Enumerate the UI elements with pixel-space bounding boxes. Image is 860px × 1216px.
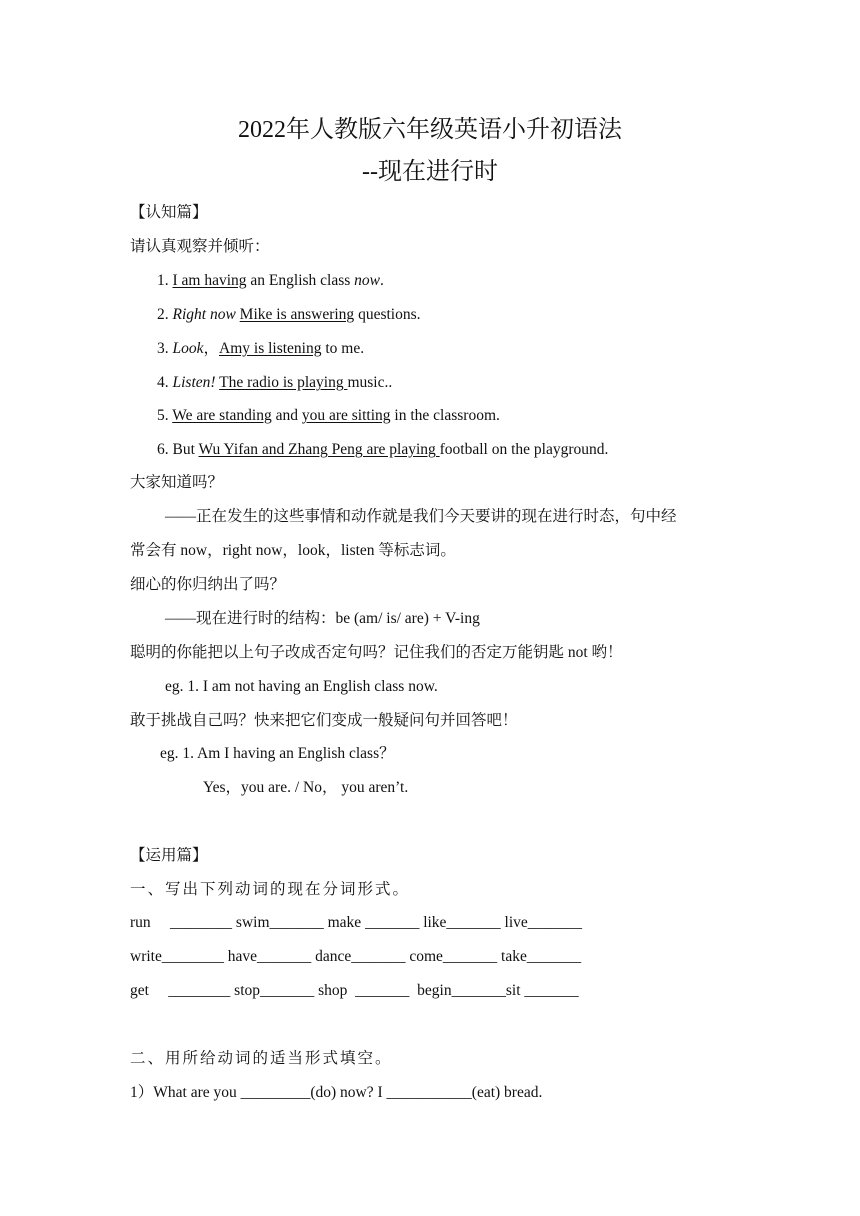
structure-text: ——现在进行时的结构：be (am/ is/ are) + V-ing (165, 610, 480, 627)
underlined-phrase: Mike is answering (239, 306, 355, 323)
signal-word: Look (172, 340, 204, 357)
question-text: 细心的你归纳出了吗？ (130, 576, 286, 593)
signal-word: Right now (172, 306, 236, 323)
underlined-phrase: We are standing (172, 407, 272, 424)
example-sentence-5: 5. We are standing and you are sitting in the classroom. (157, 407, 500, 424)
underlined-phrase: you are sitting (301, 407, 391, 424)
example-sentence-1: 1. I am having an English class now. (157, 272, 384, 289)
underlined-phrase: The radio is playing (219, 374, 348, 391)
underlined-phrase: Wu Yifan and Zhang Peng are playing (198, 441, 440, 458)
signal-word: Listen! (172, 374, 216, 391)
intro-text: 请认真观察并倾听： (130, 238, 270, 255)
signal-word: now (354, 272, 381, 289)
answer-text: ——正在发生的这些事情和动作就是我们今天要讲的现在进行时态，句中经 (165, 508, 677, 525)
exercise-row: write________ have_______ dance_______ come_______ take_______ (130, 948, 582, 965)
example-answer: Yes，you are. / No， you aren’t. (203, 779, 409, 796)
exercise-row: get ________ stop_______ shop _______ begin_______sit _______ (130, 982, 579, 999)
answer-text-continued: 常会有 now，right now，look，listen 等标志词。 (130, 542, 456, 559)
document-title: 2022年人教版六年级英语小升初语法 (238, 117, 622, 143)
example-sentence-4: 4. Listen! The radio is playing music.. (157, 374, 393, 391)
exercise-row: run ________ swim_______ make _______ like_______ live_______ (130, 914, 583, 931)
question-text: 大家知道吗？ (130, 474, 224, 491)
example-sentence-6: 6. But Wu Yifan and Zhang Peng are playing football on the playground. (157, 441, 609, 458)
question-text: 聪明的你能把以上句子改成否定句吗？记住我们的否定万能钥匙 not 哟！ (130, 644, 623, 661)
question-text: 敢于挑战自己吗？快来把它们变成一般疑问句并回答吧！ (130, 712, 518, 729)
section-heading-cognition: 【认知篇】 (130, 204, 208, 221)
exercise-title: 二、用所给动词的适当形式填空。 (130, 1050, 393, 1067)
document-subtitle: --现在进行时 (362, 159, 498, 185)
example-negative: eg. 1. I am not having an English class now. (165, 678, 438, 695)
exercise-question: 1）What are you _________(do) now? I ___________(eat) bread. (130, 1084, 543, 1101)
example-sentence-3: 3. Look，Amy is listening to me. (157, 340, 365, 357)
underlined-phrase: I am having (172, 272, 247, 289)
example-question: eg. 1. Am I having an English class？ (160, 745, 395, 762)
example-sentence-2: 2. Right now Mike is answering questions. (157, 306, 421, 323)
underlined-phrase: Amy is listening (219, 340, 322, 357)
section-heading-application: 【运用篇】 (130, 847, 208, 864)
exercise-title: 一、写出下列动词的现在分词形式。 (130, 881, 411, 898)
